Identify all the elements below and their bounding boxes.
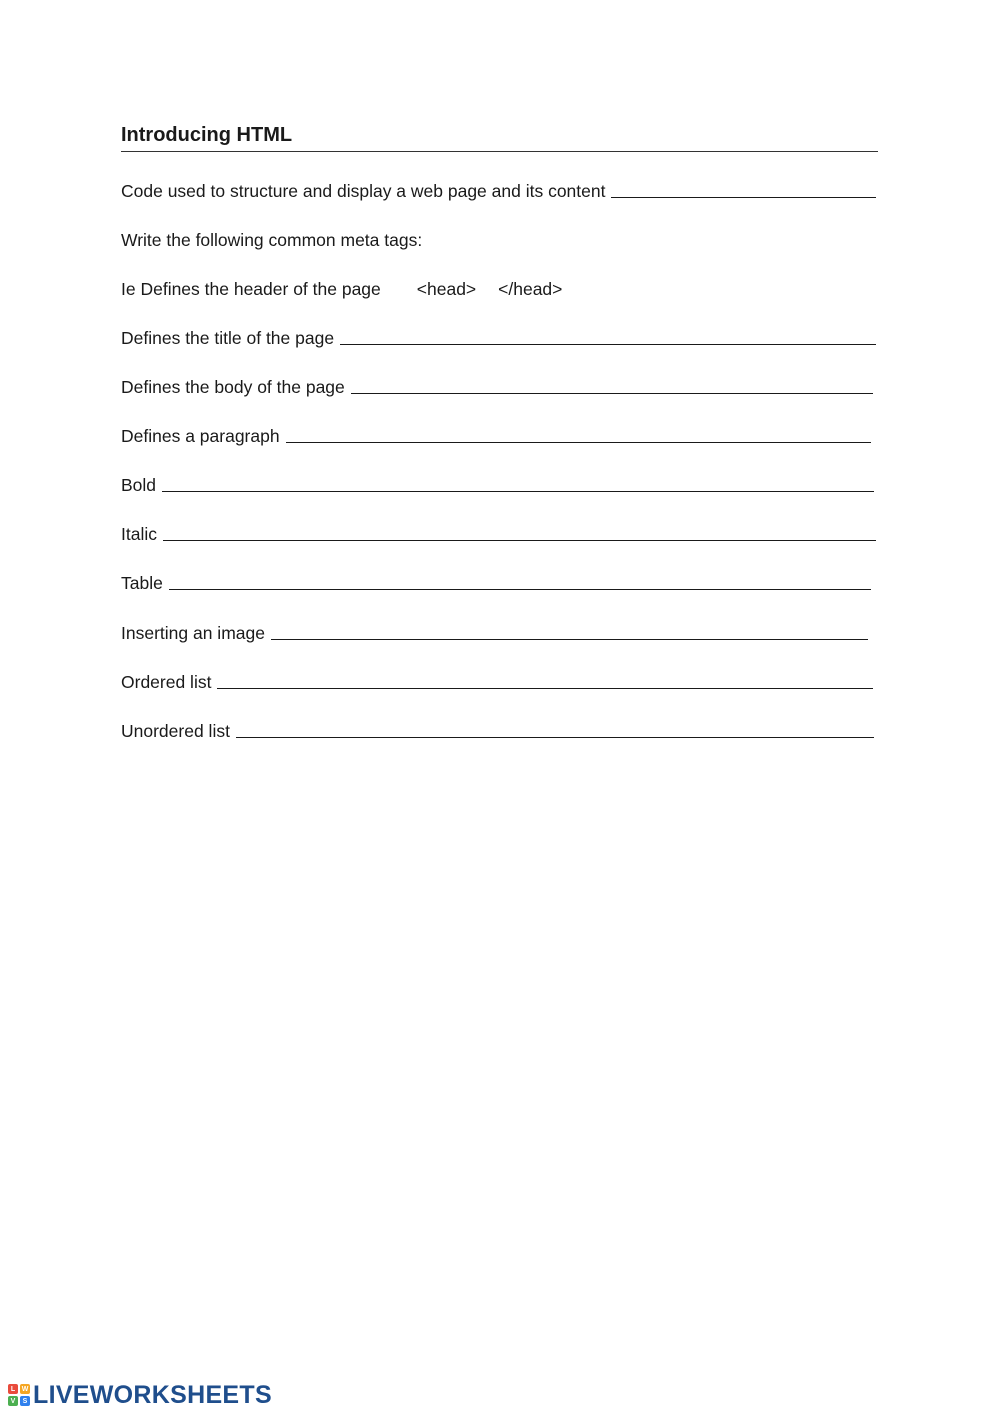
- answer-blank[interactable]: [163, 539, 876, 541]
- liveworksheets-logo: [8, 1382, 272, 1408]
- answer-blank[interactable]: [236, 736, 874, 738]
- example-open-tag: <head>: [416, 279, 477, 299]
- logo-tile: L: [8, 1384, 18, 1394]
- question-row: [121, 472, 874, 496]
- question-row: [121, 423, 871, 447]
- answer-blank[interactable]: [611, 196, 876, 198]
- logo-tile: V: [8, 1396, 18, 1406]
- example-label: Ie Defines the header of the page: [121, 279, 381, 299]
- question-row: [121, 521, 876, 545]
- question-label: Defines the body of the page: [121, 377, 345, 397]
- question-row: [121, 570, 871, 594]
- question-row: [121, 325, 876, 349]
- logo-mark-icon: [8, 1384, 30, 1406]
- answer-blank[interactable]: [351, 392, 873, 394]
- question-label: Inserting an image: [121, 623, 265, 643]
- question-label: Code used to structure and display a web page and its content: [121, 181, 606, 201]
- question-row: [121, 620, 868, 644]
- question-row: [121, 669, 873, 693]
- question-label: Ordered list: [121, 672, 212, 692]
- logo-text: LIVEWORKSHEETS: [33, 1380, 272, 1409]
- title-underline: [121, 151, 878, 152]
- example-row: [121, 276, 562, 300]
- answer-blank[interactable]: [169, 588, 871, 590]
- question-label: Italic: [121, 524, 157, 544]
- question-row: [121, 718, 874, 742]
- question-row: [121, 374, 873, 398]
- answer-blank[interactable]: [271, 638, 868, 640]
- logo-tile: W: [21, 1385, 29, 1393]
- instruction-label: Write the following common meta tags:: [121, 230, 423, 250]
- question-label: Table: [121, 573, 163, 593]
- question-row: [121, 178, 876, 202]
- answer-blank[interactable]: [340, 343, 876, 345]
- logo-tile: S: [20, 1396, 30, 1406]
- question-label: Unordered list: [121, 721, 230, 741]
- example-close-tag: </head>: [498, 279, 563, 299]
- answer-blank[interactable]: [286, 441, 871, 443]
- question-label: Defines the title of the page: [121, 328, 335, 348]
- page-title: Introducing HTML: [121, 124, 293, 146]
- answer-blank[interactable]: [217, 687, 873, 689]
- question-label: Defines a paragraph: [121, 426, 280, 446]
- question-label: Bold: [121, 475, 157, 495]
- answer-blank[interactable]: [162, 490, 874, 492]
- instruction-row: [121, 227, 422, 251]
